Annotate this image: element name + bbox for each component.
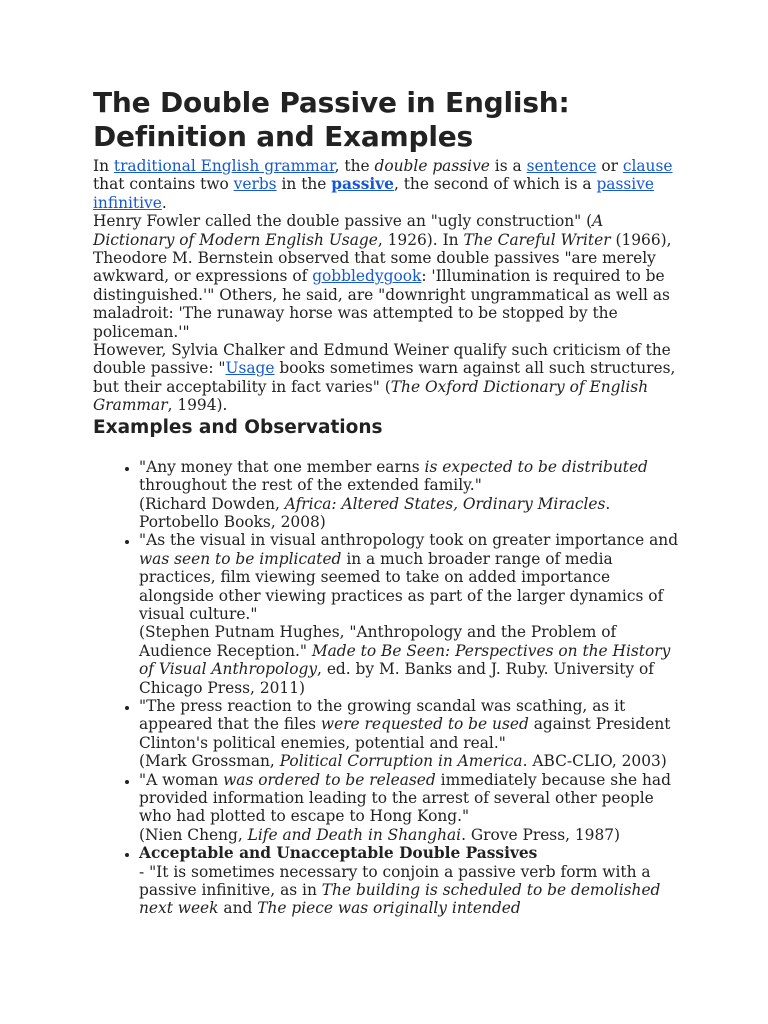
chalker-citation: The Oxford Dictionary of English Grammar [93,377,649,415]
example-citation: (Richard Dowden, [139,494,285,513]
example-citation: (Nien Cheng, [139,825,248,844]
link-traditional-english-grammar[interactable]: traditional English grammar [113,157,335,175]
example-citation: (Mark Grossman, [139,752,280,771]
example-citation-title: Africa: Altered States, Ordinary Miracles [284,494,606,513]
list-item [139,531,683,697]
intro-text: or [596,157,623,175]
example-text: "As the visual in visual anthropology took on greater importance and [139,531,679,550]
chalker-text: However, Sylvia Chalker and Edmund Weiner qualify such criticism of the double passive: " [93,341,671,378]
link-sentence[interactable]: sentence [526,157,597,175]
example-citation-title: Life and Death in Shanghai [247,825,462,844]
fowler-citation: The Careful Writer [463,230,611,249]
fowler-paragraph [93,212,683,341]
example-highlight: was seen to be implicated [139,549,342,568]
chalker-paragraph [93,341,683,415]
list-item [139,697,683,771]
fowler-text: (1966), Theodore M. Bernstein observed that some double passives "are merely awkward, or expressions of [93,230,672,286]
intro-text: , the second of which is a [393,175,597,194]
fowler-text: Henry Fowler called the double passive an "ugly construction" ( [93,212,593,231]
fowler-text: , 1926). In [377,230,464,249]
example-text: in a much broader range of media practices, film viewing seemed to take on added importance alongside other viewing practices as part of the larger dynamics of visual culture." [139,549,664,623]
example-citation: . Grove Press, 1987) [461,825,621,844]
example-citation: , ed. by M. Banks and J. Ruby. University of Chicago Press, 2011) [139,660,654,697]
list-item [139,771,683,845]
example-citation: (Stephen Putnam Hughes, "Anthropology and the Problem of Audience Reception." [139,623,617,660]
intro-text: that contains two [93,175,234,194]
example-citation: . ABC-CLIO, 2003) [522,752,667,771]
example-citation-title: Made to Be Seen: Perspectives on the History of Visual Anthropology [139,641,671,679]
intro-term: double passive [374,157,490,175]
list-item-acceptable [139,844,683,918]
example-text: "The press reaction to the growing scandal was scathing, as it appeared that the files [139,696,626,734]
page-title [93,86,683,154]
example-citation: . Portobello Books, 2008) [139,494,611,531]
example-highlight: is expected to be distributed [424,457,648,476]
examples-list [93,458,683,918]
title-line-2: Definition and Examples [93,120,474,153]
chalker-text: , 1994). [167,396,228,415]
example-text: "A woman [139,770,224,789]
example-text: "Any money that one member earns [139,457,425,476]
chalker-text: books sometimes warn against all such structures, but their acceptability in fact varies" ( [93,359,676,396]
list-item [139,458,683,532]
acceptable-text: and [218,899,258,918]
link-passive-infinitive[interactable]: passive infinitive [93,175,655,212]
acceptable-example: The building is scheduled to be demolished next week [139,881,661,918]
intro-paragraph [93,157,683,212]
link-usage[interactable]: Usage [225,359,275,378]
article [93,86,683,918]
link-gobbledygook[interactable]: gobbledygook [312,267,422,286]
example-text: against President Clinton's political enemies, potential and real." [139,715,671,752]
example-highlight: was ordered to be released [223,770,436,789]
fowler-citation: A Dictionary of Modern English Usage [93,212,604,249]
link-clause[interactable]: clause [622,157,673,175]
link-passive[interactable]: passive [331,175,394,194]
example-text: throughout the rest of the extended family." [139,476,482,495]
intro-text: , the [334,157,375,175]
example-citation-title: Political Corruption in America [279,752,523,771]
section-heading: Examples and Observations [93,416,383,438]
subheading: Acceptable and Unacceptable Double Passives [139,844,538,863]
link-verbs[interactable]: verbs [233,175,277,194]
acceptable-example: The piece was originally intended [257,899,521,918]
intro-text: in the [276,175,332,194]
example-text: immediately because she had provided information leading to the arrest of several other people who had plotted to escape to Hong Kong." [139,770,671,826]
acceptable-text: - "It is sometimes necessary to conjoin a passive verb form with a passive infinitive, as in [139,862,651,900]
example-highlight: were requested to be used [320,715,529,734]
intro-text: . [161,193,167,212]
fowler-text: : 'Illumination is required to be distinguished.'" Others, he said, are "downright ungrammatical as well as maladroit: 'The runaway horse was attempted to be stopped by the policeman.'" [93,267,670,341]
intro-text: In [93,157,114,175]
intro-text: is a [489,157,527,175]
title-line-1: The Double Passive in English: [93,86,570,119]
